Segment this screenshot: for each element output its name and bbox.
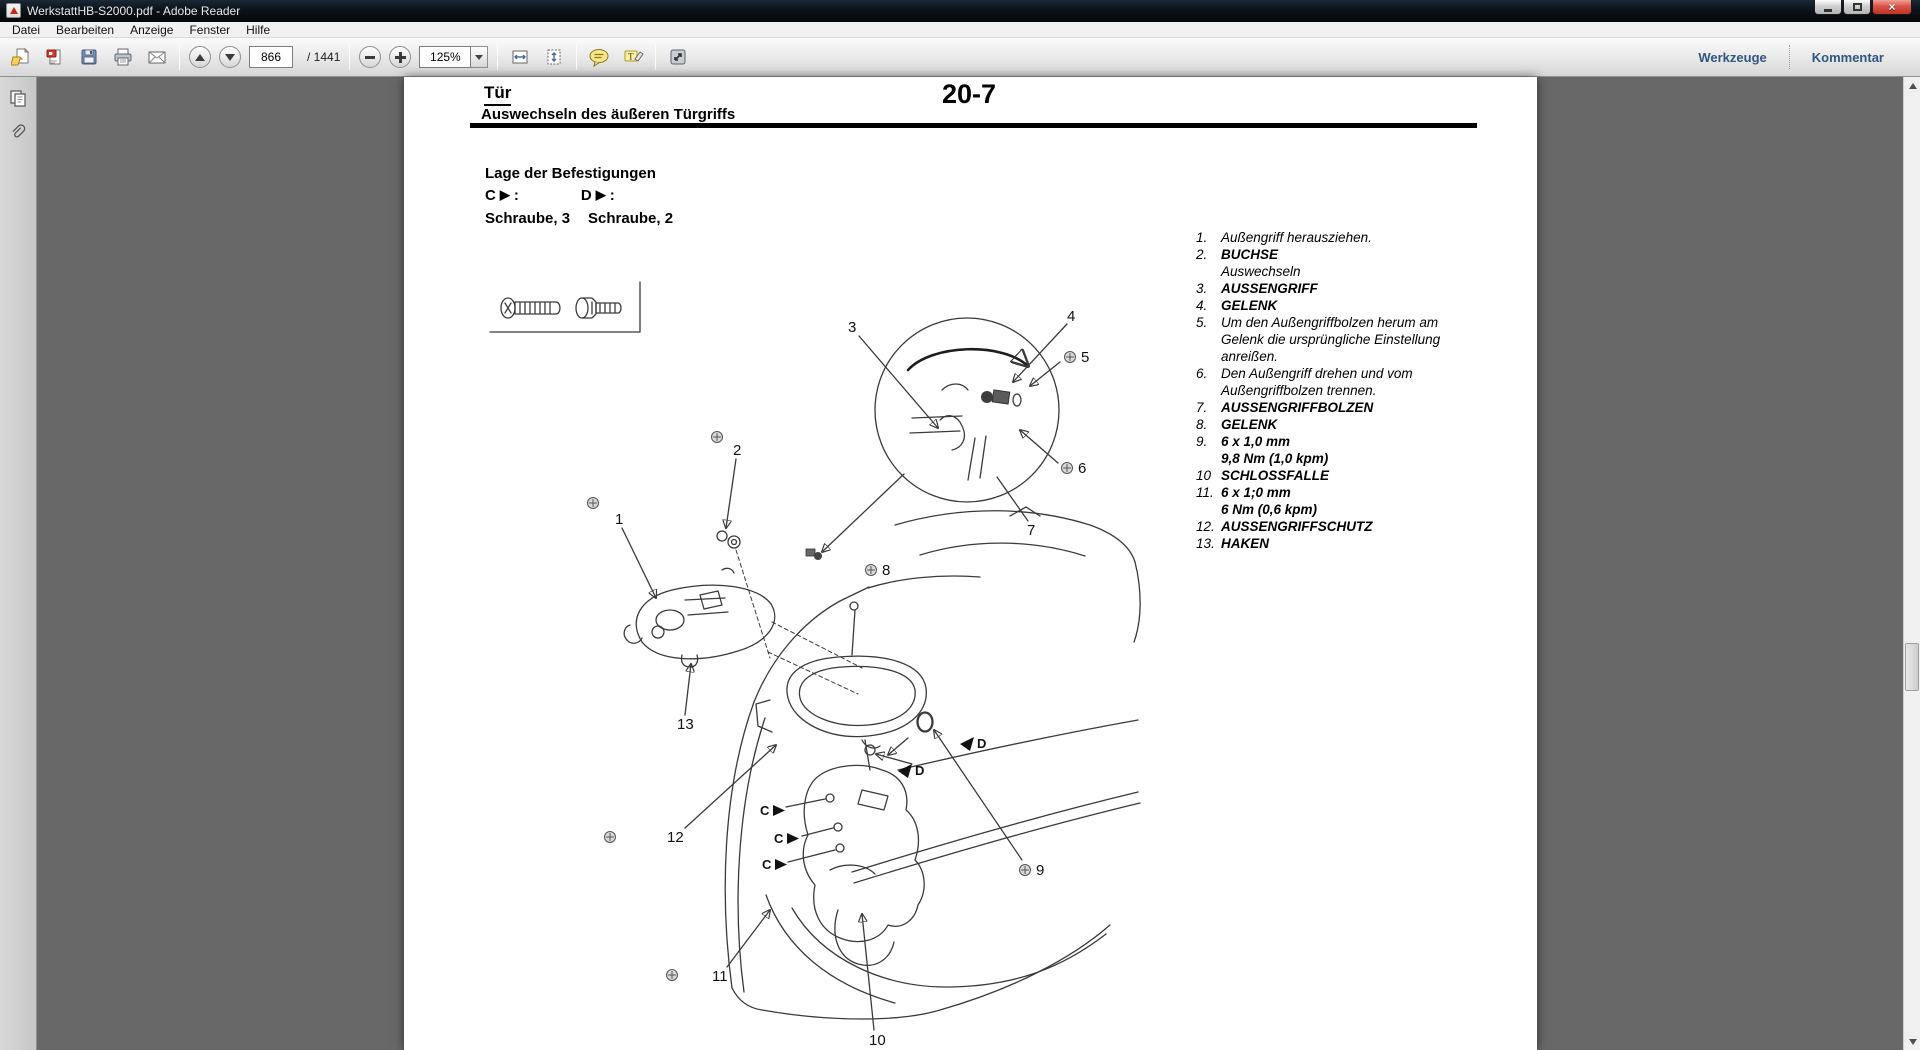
- svg-text:D: D: [977, 736, 987, 751]
- fasteners-heading: Lage der Befestigungen: [485, 165, 656, 182]
- svg-text:D: D: [915, 763, 925, 778]
- c-arrow-icon: ▶: [499, 187, 510, 202]
- close-button[interactable]: [1872, 0, 1912, 15]
- attachments-button[interactable]: [5, 119, 31, 145]
- minimize-button[interactable]: [1814, 0, 1842, 15]
- page-thumbnails-icon: [9, 89, 27, 107]
- sticky-note-button[interactable]: [586, 44, 612, 70]
- adobe-reader-icon: [6, 3, 21, 18]
- page-down-icon: [225, 54, 235, 61]
- svg-text:C: C: [760, 803, 770, 818]
- svg-text:7: 7: [1027, 522, 1036, 539]
- fit-page-button[interactable]: [541, 44, 567, 70]
- vertical-scrollbar[interactable]: [1903, 77, 1920, 1050]
- close-icon: ×: [1888, 0, 1896, 14]
- fit-width-icon: [510, 47, 530, 67]
- svg-text:C: C: [774, 831, 784, 846]
- parts-list-item: 5. Um den Außengriffbolzen herum am Gelenk die ursprüngliche Einstellung anreißen.: [1196, 315, 1441, 364]
- svg-text:4: 4: [1067, 308, 1076, 325]
- c-fastener-desc: Schraube, 3: [485, 210, 571, 227]
- d-fastener-desc: Schraube, 2: [588, 210, 674, 227]
- menu-hilfe[interactable]: Hilfe: [246, 22, 271, 37]
- next-page-button[interactable]: [219, 46, 241, 68]
- svg-text:3: 3: [848, 319, 857, 336]
- main-toolbar: [0, 38, 1920, 77]
- navigation-pane-strip: [0, 77, 37, 1050]
- svg-text:2: 2: [733, 442, 742, 459]
- highlight-text-button[interactable]: [620, 44, 646, 70]
- print-icon: [113, 47, 133, 67]
- outer-handle: [624, 568, 775, 667]
- door-handle-diagram: [470, 270, 1150, 1050]
- page-up-icon: [195, 54, 205, 61]
- print-button[interactable]: [110, 44, 136, 70]
- door-outline: [725, 507, 1140, 1019]
- svg-text:1: 1: [615, 511, 624, 528]
- create-pdf-icon: [45, 47, 65, 67]
- comment-bubble-icon: [588, 47, 610, 67]
- parts-list: [1196, 229, 1496, 552]
- save-button[interactable]: [76, 44, 102, 70]
- svg-text:8: 8: [882, 562, 891, 579]
- create-pdf-button[interactable]: [42, 44, 68, 70]
- screw-position-markers: [588, 352, 1076, 981]
- page-thumbnails-button[interactable]: [5, 85, 31, 111]
- pdf-page: [404, 77, 1537, 1050]
- zoom-out-icon: [365, 56, 375, 59]
- fastener-descriptions: [485, 210, 673, 227]
- leader-lines: [622, 324, 1067, 1030]
- scroll-down-icon: [1909, 1039, 1917, 1045]
- scroll-down-button[interactable]: [1904, 1033, 1920, 1050]
- svg-text:C: C: [762, 857, 772, 872]
- title-bar: [0, 0, 1920, 22]
- scrolling-mode-button[interactable]: [507, 44, 533, 70]
- parts-list-item: 7. AUSSENGRIFFBOLZEN: [1196, 400, 1374, 415]
- parts-list-item: 3. AUSSENGRIFF: [1196, 281, 1318, 296]
- open-file-icon: [11, 47, 31, 67]
- fullscreen-icon: [668, 47, 688, 67]
- email-button[interactable]: [144, 44, 170, 70]
- minimize-icon: [1824, 9, 1832, 12]
- page-total-label: / 1441: [307, 50, 341, 64]
- menu-bar: [0, 22, 1920, 38]
- parts-list-item: 4. GELENK: [1196, 298, 1278, 313]
- parts-list-item: 13. HAKEN: [1196, 536, 1270, 551]
- parts-list-item: 8. GELENK: [1196, 417, 1278, 432]
- scroll-up-icon: [1909, 83, 1917, 89]
- zoom-level-value[interactable]: 125%: [419, 46, 471, 68]
- comment-panel-button[interactable]: Kommentar: [1811, 49, 1884, 65]
- svg-text:5: 5: [1081, 349, 1090, 366]
- detail-circle: [875, 318, 1059, 502]
- section-subtitle: Auswechseln des äußeren Türgriffs: [481, 106, 736, 123]
- svg-text:12: 12: [667, 829, 684, 846]
- svg-text:9: 9: [1036, 862, 1045, 879]
- zoom-in-icon: [395, 52, 406, 63]
- zoom-out-button[interactable]: [359, 46, 381, 68]
- parts-list-item: 12. AUSSENGRIFFSCHUTZ: [1196, 519, 1373, 534]
- d-arrow-icon: ▶: [595, 187, 606, 202]
- menu-bearbeiten[interactable]: Bearbeiten: [56, 22, 115, 37]
- fastener-keys: C ▶ : D ▶ :: [485, 187, 615, 204]
- fastener-samples: [490, 282, 640, 332]
- maximize-icon: [1853, 3, 1862, 11]
- document-workspace: [0, 77, 1920, 1050]
- fullscreen-mode-button[interactable]: [665, 44, 691, 70]
- window-title: WerkstattHB-S2000.pdf - Adobe Reader: [27, 3, 241, 18]
- section-title: Tür: [484, 83, 511, 106]
- menu-fenster[interactable]: Fenster: [189, 22, 231, 37]
- menu-datei[interactable]: Datei: [12, 22, 41, 37]
- menu-anzeige[interactable]: Anzeige: [130, 22, 174, 37]
- svg-text:6: 6: [1078, 460, 1087, 477]
- svg-text:10: 10: [869, 1032, 886, 1049]
- page-number-input[interactable]: [249, 46, 293, 68]
- handle-frame: [756, 602, 933, 748]
- scrollbar-thumb[interactable]: [1905, 643, 1919, 691]
- scroll-up-button[interactable]: [1904, 77, 1920, 94]
- open-file-button[interactable]: [8, 44, 34, 70]
- save-icon: [79, 47, 99, 67]
- svg-text:13: 13: [677, 716, 694, 733]
- parts-list-item: 2. BUCHSE Auswechseln: [1196, 247, 1301, 279]
- paperclip-icon: [9, 123, 27, 141]
- svg-text:11: 11: [712, 968, 728, 985]
- parts-list-item: 6. Den Außengriff drehen und vom Außengriffbolzen trennen.: [1196, 366, 1413, 398]
- parts-list-item: 10 SCHLOSSFALLE: [1196, 468, 1330, 483]
- parts-list-item: 9. 6 x 1,0 mm 9,8 Nm (1,0 kpm): [1196, 434, 1329, 466]
- parts-list-item: 11. 6 x 1;0 mm 6 Nm (0,6 kpm): [1196, 485, 1318, 517]
- zoom-in-button[interactable]: [389, 46, 411, 68]
- chevron-down-icon: [475, 55, 483, 60]
- email-icon: [147, 47, 167, 67]
- fit-page-icon: [544, 47, 564, 67]
- highlighter-icon: [622, 47, 644, 67]
- zoom-dropdown-button[interactable]: [471, 46, 488, 68]
- manual-page-number: 20-7: [942, 79, 997, 109]
- previous-page-button[interactable]: [189, 46, 211, 68]
- heading-rule: [470, 123, 1477, 128]
- tools-panel-button[interactable]: Werkzeuge: [1698, 49, 1767, 65]
- svg-text:T: T: [628, 51, 634, 62]
- maximize-button[interactable]: [1843, 0, 1871, 15]
- diagram-number-labels: [615, 308, 1089, 1049]
- parts-list-item: 1. Außengriff herausziehen.: [1196, 230, 1372, 245]
